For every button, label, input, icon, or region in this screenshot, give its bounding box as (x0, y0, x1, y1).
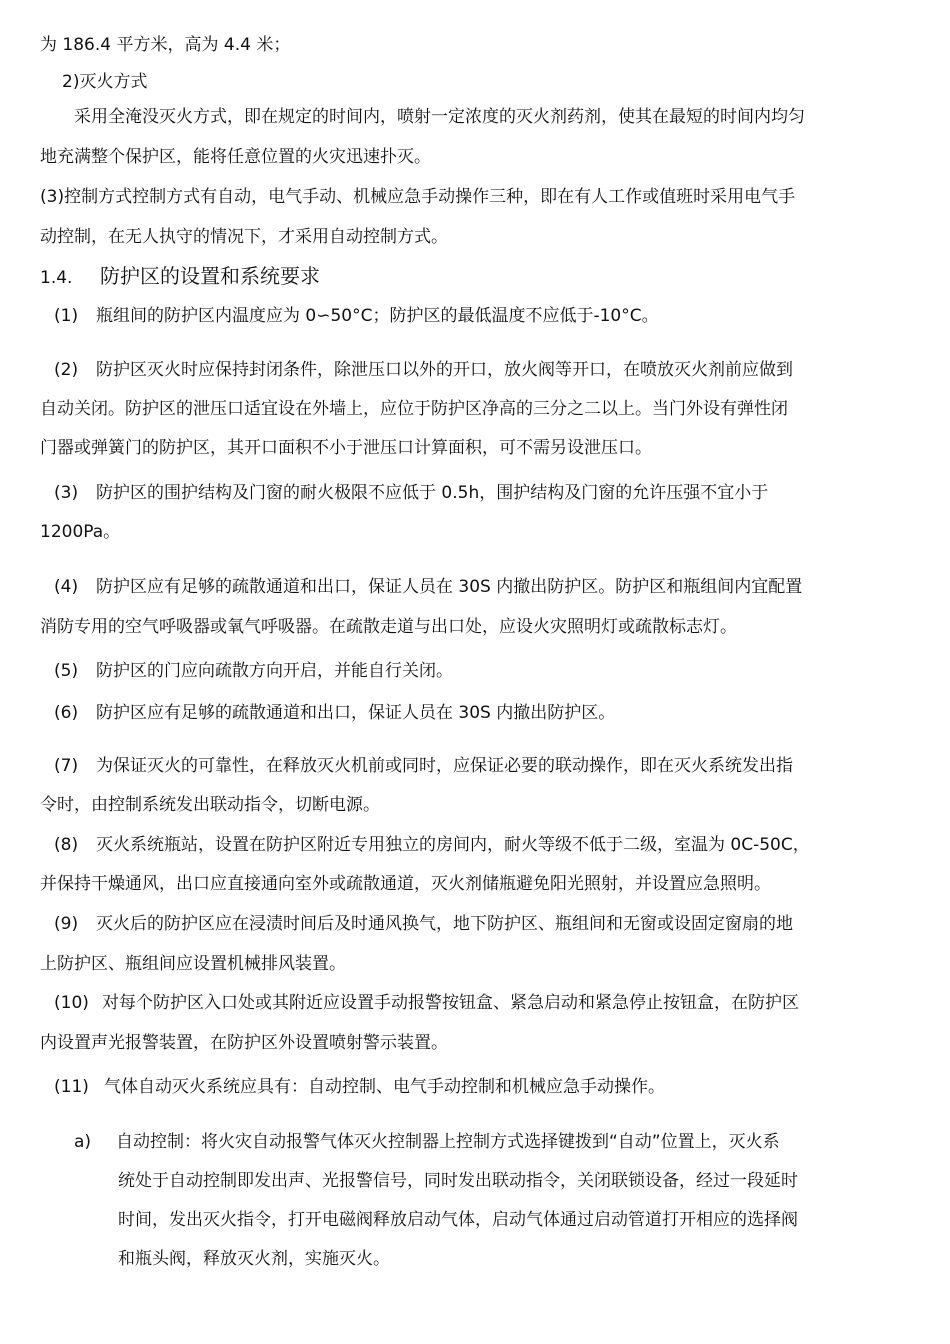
item-number: (6) (54, 703, 79, 723)
item-letter: a) (74, 1132, 92, 1152)
list-item (54, 660, 453, 682)
subsection-title: 2)灭火方式 (62, 72, 148, 92)
item-number: (4) (54, 577, 79, 597)
section-heading (40, 263, 320, 291)
list-item (54, 576, 802, 598)
item-number: (7) (54, 756, 79, 776)
item-number: (2) (54, 360, 79, 380)
item-text: 防护区应有足够的疏散通道和出口，保证人员在 30S 内撤出防护区。 (96, 703, 616, 723)
text-line: 上防护区、瓶组间应设置机械排风装置。 (40, 954, 346, 974)
section-title: 防护区的设置和系统要求 (100, 264, 320, 288)
text-line: 统处于自动控制即发出声、光报警信号，同时发出联动指令，关闭联锁设备，经过一段延时 (118, 1171, 798, 1191)
item-number: (11) (54, 1077, 89, 1097)
item-text: 瓶组间的防护区内温度应为 0∽50°C；防护区的最低温度不应低于-10°C。 (96, 306, 659, 326)
item-number: (1) (54, 306, 79, 326)
text-line: 为 186.4 平方米，高为 4.4 米； (40, 35, 291, 55)
text-line: 消防专用的空气呼吸器或氧气呼吸器。在疏散走道与出口处，应设火灾照明灯或疏散标志灯。 (40, 617, 737, 637)
item-text: 灭火系统瓶站，设置在防护区附近专用独立的房间内，耐火等级不低于二级，室温为 0C-50C， (96, 835, 810, 855)
sub-list-item (74, 1131, 780, 1153)
item-text: 为保证灭火的可靠性，在释放灭火机前或同时，应保证必要的联动操作，即在灭火系统发出指 (96, 756, 793, 776)
text-line: 1200Pa。 (40, 522, 121, 542)
item-text: 防护区的门应向疏散方向开启，并能自行关闭。 (96, 661, 453, 681)
item-number: (5) (54, 661, 79, 681)
list-item (54, 359, 793, 381)
list-item (54, 755, 793, 777)
list-item (54, 913, 793, 935)
text-line: 时间，发出灭火指令，打开电磁阀释放启动气体，启动气体通过启动管道打开相应的选择阀 (118, 1210, 798, 1230)
text-line: 并保持干燥通风，出口应直接通向室外或疏散通道，灭火剂储瓶避免阳光照射，并设置应急照明。 (40, 874, 771, 894)
text-line: 和瓶头阀，释放灭火剂，实施灭火。 (118, 1249, 390, 1269)
text-line: 内设置声光报警装置，在防护区外设置喷射警示装置。 (40, 1033, 448, 1053)
item-text: 自动控制：将火灾自动报警气体灭火控制器上控制方式选择键拨到“自动”位置上，灭火系 (116, 1132, 780, 1152)
item-number: (9) (54, 914, 79, 934)
text-line: 令时，由控制系统发出联动指令，切断电源。 (40, 795, 380, 815)
item-text: 对每个防护区入口处或其附近应设置手动报警按钮盒、紧急启动和紧急停止按钮盒，在防护区 (102, 993, 799, 1013)
list-item (54, 482, 768, 504)
text-line: 动控制，在无人执守的情况下，才采用自动控制方式。 (40, 227, 448, 247)
list-item (54, 992, 799, 1014)
list-item (54, 305, 659, 327)
list-item (54, 702, 615, 724)
text-line: 自动关闭。防护区的泄压口适宜设在外墙上，应位于防护区净高的三分之二以上。当门外设有弹性闭 (40, 399, 788, 419)
text-line: 采用全淹没灭火方式，即在规定的时间内，喷射一定浓度的灭火剂药剂，使其在最短的时间内均匀 (74, 107, 805, 127)
item-text: 灭火后的防护区应在浸渍时间后及时通风换气，地下防护区、瓶组间和无窗或设固定窗扇的地 (96, 914, 793, 934)
section-number: 1.4. (40, 268, 73, 288)
list-item (54, 1076, 665, 1098)
item-text: 气体自动灭火系统应具有：自动控制、电气手动控制和机械应急手动操作。 (104, 1077, 665, 1097)
text-line: 门器或弹簧门的防护区，其开口面积不小于泄压口计算面积，可不需另设泄压口。 (40, 438, 652, 458)
item-text: 防护区的围护结构及门窗的耐火极限不应低于 0.5h，围护结构及门窗的允许压强不宜小于 (96, 483, 769, 503)
text-line: (3)控制方式控制方式有自动，电气手动、机械应急手动操作三种，即在有人工作或值班时采用电气手 (40, 187, 796, 207)
item-text: 防护区灭火时应保持封闭条件，除泄压口以外的开口，放火阀等开口，在喷放灭火剂前应做到 (96, 360, 793, 380)
item-text: 防护区应有足够的疏散通道和出口，保证人员在 30S 内撤出防护区。防护区和瓶组间内宜配置 (96, 577, 803, 597)
text-line: 地充满整个保护区，能将任意位置的火灾迅速扑灭。 (40, 147, 431, 167)
list-item (54, 834, 810, 856)
item-number: (8) (54, 835, 79, 855)
item-number: (10) (54, 993, 89, 1013)
item-number: (3) (54, 483, 79, 503)
